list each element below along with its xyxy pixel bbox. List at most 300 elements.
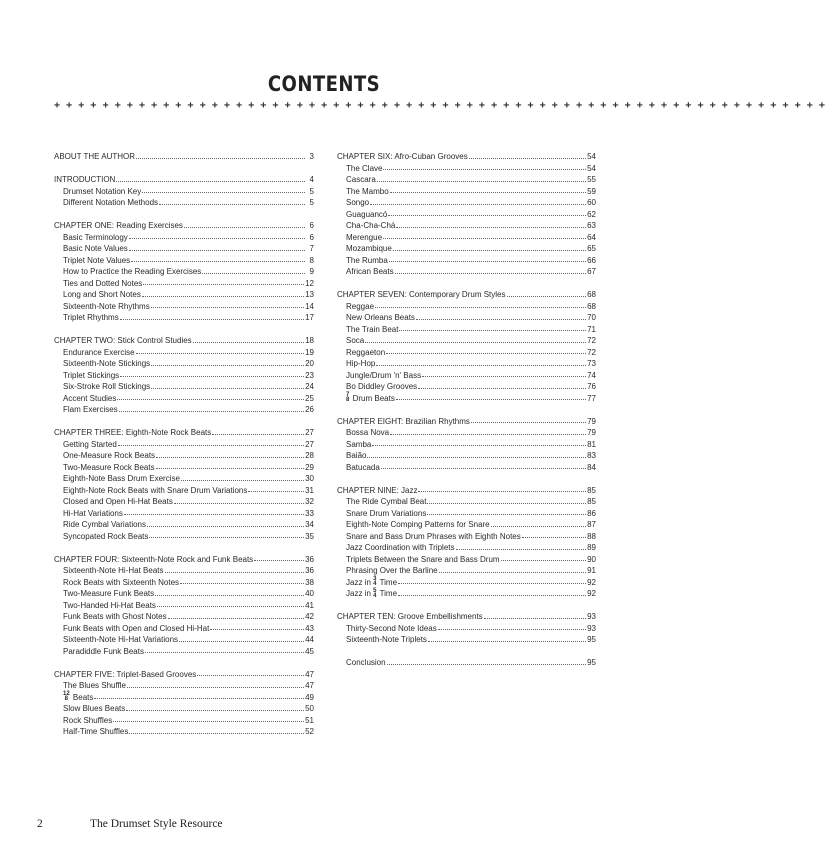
entry-page-number: 33 — [305, 508, 314, 518]
entry-title — [346, 232, 382, 244]
page-title: CONTENTS — [267, 72, 381, 96]
entry-title — [54, 335, 192, 347]
toc-section-entry[interactable] — [54, 726, 314, 738]
entry-title — [63, 600, 156, 612]
toc-section-entry[interactable] — [337, 209, 596, 221]
toc-section-entry[interactable] — [54, 485, 314, 497]
entry-title — [63, 485, 247, 497]
toc-section-entry[interactable] — [54, 289, 314, 301]
entry-title-text: INTRODUCTION — [54, 175, 116, 184]
entry-page-number: 91 — [587, 566, 596, 575]
toc-chapter-entry[interactable] — [54, 335, 314, 347]
toc-section-entry[interactable] — [54, 358, 314, 370]
entry-title-text: Different Notation Methods — [63, 198, 159, 207]
dot-leader — [119, 411, 304, 412]
entry-title — [63, 473, 180, 485]
entry-title — [63, 680, 126, 692]
toc-section-entry[interactable] — [337, 588, 596, 600]
entry-page-number: 63 — [587, 221, 596, 230]
section-gap — [54, 163, 314, 175]
entry-page-number: 26 — [305, 405, 314, 414]
dot-leader — [147, 526, 304, 527]
entry-title-text: CHAPTER TEN: Groove Embellishments — [337, 612, 483, 621]
toc-section-entry[interactable] — [54, 519, 314, 531]
toc-section-entry[interactable] — [54, 715, 314, 727]
toc-section-entry[interactable] — [54, 197, 314, 209]
entry-title-text: Snare and Bass Drum Phrases with Eighth Notes — [346, 531, 521, 541]
entry-page-number: 35 — [305, 531, 314, 541]
entry-page-number: 79 — [587, 428, 596, 437]
dot-leader — [248, 491, 304, 492]
toc-section-entry[interactable] — [54, 611, 314, 623]
entry-page-number: 20 — [305, 359, 314, 368]
section-gap — [54, 209, 314, 221]
entry-page-number: 42 — [305, 612, 314, 621]
entry-title — [346, 324, 398, 336]
toc-section-entry[interactable] — [337, 542, 596, 554]
dot-leader — [522, 537, 586, 538]
entry-page-number: 76 — [587, 382, 596, 391]
entry-title-text: Two-Measure Funk Beats — [63, 589, 155, 598]
entry-page-number: 25 — [305, 393, 314, 403]
entry-title — [63, 278, 142, 290]
toc-section-entry[interactable] — [337, 335, 596, 347]
dot-leader — [439, 572, 586, 573]
entry-page-number: 89 — [587, 543, 596, 552]
entry-title-text: Long and Short Notes — [63, 290, 141, 299]
dot-leader — [387, 664, 587, 665]
entry-page-number: 7 — [309, 244, 314, 253]
dot-leader — [395, 273, 587, 274]
entry-title-text: Six-Stroke Roll Stickings — [63, 382, 151, 391]
entry-title — [63, 611, 167, 623]
toc-section-entry[interactable] — [54, 450, 314, 462]
entry-title — [346, 427, 389, 439]
toc-section-entry[interactable] — [54, 278, 314, 290]
time-signature-numerator: 12 — [63, 691, 70, 698]
dot-leader — [367, 457, 586, 458]
entry-title — [63, 531, 148, 543]
toc-section-entry[interactable] — [54, 473, 314, 485]
toc-section-entry[interactable] — [337, 508, 596, 520]
entry-title — [63, 289, 141, 301]
dot-leader — [377, 181, 586, 182]
entry-page-number: 86 — [587, 508, 596, 518]
entry-page-number: 54 — [587, 163, 596, 173]
entry-title — [54, 554, 253, 566]
dot-leader — [127, 687, 304, 688]
toc-section-entry[interactable] — [54, 577, 314, 589]
toc-section-entry[interactable] — [337, 312, 596, 324]
entry-title-text: Syncopated Rock Beats — [63, 531, 149, 541]
entry-title-text: Sixteenth-Note Hi-Hat Variations — [63, 635, 179, 644]
toc-section-entry[interactable] — [337, 439, 596, 451]
toc-section-entry[interactable] — [337, 174, 596, 186]
toc-section-entry[interactable] — [54, 692, 314, 704]
entry-title-text: Eighth-Note Rock Beats with Snare Drum Variations — [63, 485, 248, 495]
entry-page-number: 36 — [305, 554, 314, 564]
entry-title-text: Triplet Stickings — [63, 370, 120, 380]
dot-leader — [155, 595, 304, 596]
toc-section-entry[interactable] — [337, 657, 596, 669]
section-gap — [337, 646, 596, 658]
toc-section-entry[interactable] — [54, 623, 314, 635]
toc-section-entry[interactable] — [337, 554, 596, 566]
time-signature-numerator: 3 — [373, 576, 377, 583]
entry-page-number: 95 — [587, 658, 596, 667]
toc-chapter-entry[interactable] — [337, 289, 596, 301]
toc-section-entry[interactable] — [337, 220, 596, 232]
toc-section-entry[interactable] — [54, 703, 314, 715]
entry-title — [63, 370, 119, 382]
entry-page-number: 6 — [309, 221, 314, 230]
dot-leader — [416, 319, 586, 320]
page-number: 2 — [37, 818, 43, 830]
entry-title-text: Snare Drum Variations — [346, 508, 427, 518]
entry-page-number: 47 — [305, 669, 314, 679]
dot-leader — [390, 434, 586, 435]
entry-title — [63, 565, 164, 577]
toc-section-entry[interactable] — [337, 347, 596, 359]
dot-leader — [142, 192, 305, 193]
toc-chapter-entry[interactable] — [54, 554, 314, 566]
dot-leader — [375, 307, 586, 308]
entry-page-number: 52 — [305, 727, 314, 736]
dot-leader — [151, 307, 304, 308]
toc-chapter-entry[interactable] — [337, 485, 596, 497]
entry-title-text: Baião — [346, 451, 367, 460]
entry-title — [63, 577, 179, 589]
entry-title — [346, 255, 388, 267]
toc-section-entry[interactable] — [337, 634, 596, 646]
dot-leader — [386, 353, 586, 354]
dot-leader — [142, 296, 304, 297]
entry-title-text: Rock Shuffles — [63, 715, 113, 725]
dot-leader — [254, 560, 304, 561]
toc-section-entry[interactable] — [337, 370, 596, 382]
dot-leader — [129, 250, 305, 251]
toc-section-entry[interactable] — [337, 393, 596, 405]
entry-page-number: 40 — [305, 589, 314, 598]
entry-title-text: The Blues Shuffle — [63, 681, 127, 690]
entry-title-text: Jungle/Drum 'n' Bass — [346, 370, 422, 380]
toc-section-entry[interactable] — [54, 232, 314, 244]
entry-title — [63, 496, 173, 508]
dot-leader — [376, 365, 586, 366]
entry-title-text: Ties and Dotted Notes — [63, 278, 143, 288]
entry-page-number: 66 — [587, 255, 596, 265]
entry-title — [346, 565, 438, 577]
toc-section-entry[interactable] — [54, 266, 314, 278]
entry-title — [63, 462, 155, 474]
dot-leader — [372, 445, 586, 446]
entry-title — [63, 508, 123, 520]
entry-title-text: Basic Terminology — [63, 232, 128, 242]
toc-section-entry[interactable] — [54, 600, 314, 612]
entry-title-prefix: Jazz in — [346, 577, 371, 587]
entry-title-text: Two-Measure Rock Beats — [63, 462, 155, 472]
toc-chapter-entry[interactable] — [337, 416, 596, 428]
entry-title-text: Bossa Nova — [346, 428, 390, 437]
dot-leader — [126, 710, 304, 711]
dot-leader — [456, 549, 587, 550]
entry-title — [63, 301, 150, 313]
entry-title — [346, 634, 427, 646]
entry-page-number: 84 — [587, 462, 596, 472]
toc-chapter-entry[interactable] — [337, 151, 596, 163]
dot-leader — [428, 641, 586, 642]
entry-title — [63, 186, 141, 198]
toc-section-entry[interactable] — [54, 370, 314, 382]
dot-leader — [393, 250, 586, 251]
toc-section-entry[interactable] — [54, 243, 314, 255]
entry-title-text: Songo — [346, 198, 370, 207]
entry-page-number: 90 — [587, 554, 596, 564]
toc-section-entry[interactable] — [337, 519, 596, 531]
time-signature-denominator: 4 — [373, 592, 377, 599]
time-signature-numerator: 7 — [346, 392, 350, 399]
entry-title-text: Rock Beats with Sixteenth Notes — [63, 577, 180, 587]
toc-section-entry[interactable] — [337, 197, 596, 209]
entry-title-text: Soca — [346, 336, 365, 345]
entry-title-text: Sixteenth-Note Hi-Hat Beats — [63, 566, 164, 575]
entry-title — [346, 450, 366, 462]
entry-title-text: Sixteenth-Note Rhythms — [63, 301, 150, 311]
entry-page-number: 41 — [305, 600, 314, 610]
dot-leader — [136, 353, 305, 354]
entry-title-text: CHAPTER FOUR: Sixteenth-Note Rock and Funk Beats — [54, 554, 254, 564]
toc-section-entry[interactable] — [54, 508, 314, 520]
entry-title — [63, 266, 201, 278]
entry-title-text: Batucada — [346, 462, 380, 472]
entry-title — [346, 370, 421, 382]
entry-page-number: 59 — [587, 186, 596, 196]
entry-title — [63, 634, 178, 646]
toc-section-entry[interactable] — [54, 634, 314, 646]
toc-section-entry[interactable] — [54, 393, 314, 405]
toc-section-entry[interactable] — [337, 462, 596, 474]
toc-section-entry[interactable] — [337, 577, 596, 589]
toc-section-entry[interactable] — [337, 163, 596, 175]
entry-title-text: Time — [379, 577, 398, 587]
toc-section-entry[interactable] — [54, 347, 314, 359]
entry-title-text: The Rumba — [346, 255, 388, 265]
entry-title-text: Funk Beats with Open and Closed Hi-Hat — [63, 623, 210, 633]
toc-section-entry[interactable] — [54, 680, 314, 692]
toc-section-entry[interactable] — [337, 266, 596, 278]
entry-title-text: Phrasing Over the Barline — [346, 566, 438, 575]
toc-section-entry[interactable] — [54, 496, 314, 508]
toc-section-entry[interactable] — [337, 186, 596, 198]
toc-section-entry[interactable] — [54, 255, 314, 267]
toc-section-entry[interactable] — [337, 381, 596, 393]
entry-title — [346, 197, 369, 209]
toc-section-entry[interactable] — [54, 531, 314, 543]
entry-title — [346, 393, 395, 405]
entry-page-number: 31 — [305, 485, 314, 495]
entry-title — [63, 519, 146, 531]
entry-title-text: African Beats — [346, 267, 394, 276]
section-gap — [54, 324, 314, 336]
toc-section-entry[interactable] — [54, 186, 314, 198]
entry-title-text: Thirty-Second Note Ideas — [346, 623, 437, 633]
entry-title-text: Paradiddle Funk Beats — [63, 646, 144, 656]
dot-leader — [390, 192, 586, 193]
entry-title-text: The Mambo — [346, 186, 389, 196]
dot-leader — [184, 227, 305, 228]
toc-section-entry[interactable] — [337, 255, 596, 267]
toc-section-entry[interactable] — [54, 404, 314, 416]
entry-page-number: 17 — [305, 313, 314, 322]
toc-chapter-entry[interactable] — [54, 669, 314, 681]
dot-leader — [398, 583, 586, 584]
toc-section-entry[interactable] — [337, 301, 596, 313]
entry-page-number: 29 — [305, 462, 314, 472]
entry-title-text: Drum Beats — [352, 393, 395, 403]
entry-title-text: CHAPTER SIX: Afro-Cuban Grooves — [337, 152, 468, 161]
entry-title — [54, 151, 135, 163]
entry-title-text: Accent Studies — [63, 393, 117, 403]
entry-title — [346, 358, 375, 370]
entry-title-text: Endurance Exercise — [63, 347, 135, 357]
dot-leader — [383, 238, 586, 239]
toc-chapter-entry[interactable] — [54, 220, 314, 232]
toc-section-entry[interactable] — [54, 312, 314, 324]
entry-page-number: 72 — [587, 336, 596, 345]
toc-chapter-entry[interactable] — [337, 611, 596, 623]
dot-leader — [396, 227, 586, 228]
entry-page-number: 83 — [587, 451, 596, 460]
entry-title-text: Getting Started — [63, 439, 117, 449]
dot-leader — [422, 376, 586, 377]
entry-title-text: CHAPTER SEVEN: Contemporary Drum Styles — [337, 290, 506, 299]
entry-page-number: 74 — [587, 370, 596, 380]
entry-title — [63, 312, 119, 324]
dot-leader — [118, 445, 304, 446]
entry-page-number: 19 — [305, 347, 314, 357]
toc-section-entry[interactable] — [337, 531, 596, 543]
toc-section-entry[interactable] — [54, 462, 314, 474]
entry-title — [337, 611, 483, 623]
entry-title — [346, 381, 417, 393]
book-title: The Drumset Style Resource — [90, 818, 223, 830]
entry-title — [63, 232, 128, 244]
entry-title — [63, 243, 128, 255]
entry-title — [346, 508, 426, 520]
toc-section-entry[interactable] — [337, 623, 596, 635]
entry-page-number: 65 — [587, 244, 596, 253]
toc-section-entry[interactable] — [54, 646, 314, 658]
toc-section-entry[interactable] — [337, 324, 596, 336]
entry-title — [63, 726, 128, 738]
toc-section-entry[interactable] — [337, 565, 596, 577]
entry-title — [63, 381, 150, 393]
entry-title — [63, 692, 93, 704]
toc-section-entry[interactable] — [337, 427, 596, 439]
dot-leader — [197, 675, 304, 676]
entry-title — [63, 358, 150, 370]
entry-title — [63, 450, 155, 462]
toc-section-entry[interactable] — [337, 496, 596, 508]
toc-right-column — [337, 151, 596, 669]
toc-section-entry[interactable] — [337, 243, 596, 255]
toc-section-entry[interactable] — [337, 450, 596, 462]
entry-title — [346, 220, 395, 232]
dot-leader — [116, 181, 305, 182]
toc-section-entry[interactable] — [337, 232, 596, 244]
entry-title-text: Cascara — [346, 175, 376, 184]
entry-page-number: 95 — [587, 635, 596, 644]
toc-section-entry[interactable] — [54, 439, 314, 451]
toc-chapter-entry[interactable] — [54, 427, 314, 439]
entry-page-number: 88 — [587, 531, 596, 541]
entry-page-number: 23 — [305, 370, 314, 380]
toc-chapter-entry[interactable] — [54, 151, 314, 163]
toc-section-entry[interactable] — [54, 301, 314, 313]
entry-title-text: CHAPTER ONE: Reading Exercises — [54, 221, 183, 230]
entry-title-text: The Clave — [346, 163, 383, 173]
dot-leader — [370, 204, 586, 205]
entry-title — [346, 496, 426, 508]
dot-leader — [427, 514, 586, 515]
section-gap — [337, 600, 596, 612]
entry-page-number: 13 — [305, 290, 314, 299]
dot-leader — [129, 238, 305, 239]
dot-leader — [159, 204, 305, 205]
entry-title — [54, 220, 183, 232]
entry-page-number: 18 — [305, 336, 314, 345]
dot-leader — [180, 583, 304, 584]
entry-page-number: 9 — [309, 267, 314, 276]
dot-leader — [210, 629, 304, 630]
entry-title-text: CHAPTER NINE: Jazz — [337, 485, 418, 495]
dot-leader — [113, 721, 304, 722]
entry-title-text: Guaguancó — [346, 209, 388, 219]
entry-page-number: 47 — [305, 681, 314, 690]
entry-title-text: Triplet Rhythms — [63, 313, 119, 322]
dot-leader — [388, 215, 586, 216]
toc-section-entry[interactable] — [54, 588, 314, 600]
toc-section-entry[interactable] — [54, 381, 314, 393]
entry-title-text: Triplet Note Values — [63, 255, 131, 265]
dot-leader — [156, 457, 304, 458]
time-signature — [373, 577, 376, 587]
entry-page-number: 6 — [309, 232, 314, 242]
entry-title-text: CHAPTER TWO: Stick Control Studies — [54, 336, 192, 345]
dot-leader — [179, 641, 304, 642]
entry-title — [346, 531, 521, 543]
dot-leader — [156, 468, 305, 469]
entry-page-number: 8 — [309, 255, 314, 265]
dot-leader — [120, 376, 304, 377]
entry-page-number: 12 — [305, 278, 314, 288]
dot-leader — [136, 158, 305, 159]
entry-title — [346, 266, 394, 278]
dot-leader — [484, 618, 586, 619]
toc-section-entry[interactable] — [337, 358, 596, 370]
toc-section-entry[interactable] — [54, 565, 314, 577]
entry-title-text: Eighth-Note Comping Patterns for Snare — [346, 520, 490, 529]
entry-title — [346, 439, 371, 451]
entry-title-text: New Orleans Beats — [346, 313, 415, 322]
decorative-divider: + + + + + + + + + + + + + + + + + + + + + + + + + + + + + + + + + + + + + + + + + + + + + + + + + + + + + + + + + + + + + + + + — [54, 100, 825, 111]
section-gap — [54, 542, 314, 554]
entry-title-text: Eighth-Note Bass Drum Exercise — [63, 474, 180, 483]
toc-chapter-entry[interactable] — [54, 174, 314, 186]
entry-title — [63, 439, 117, 451]
entry-title — [346, 623, 437, 635]
entry-title — [346, 174, 376, 186]
